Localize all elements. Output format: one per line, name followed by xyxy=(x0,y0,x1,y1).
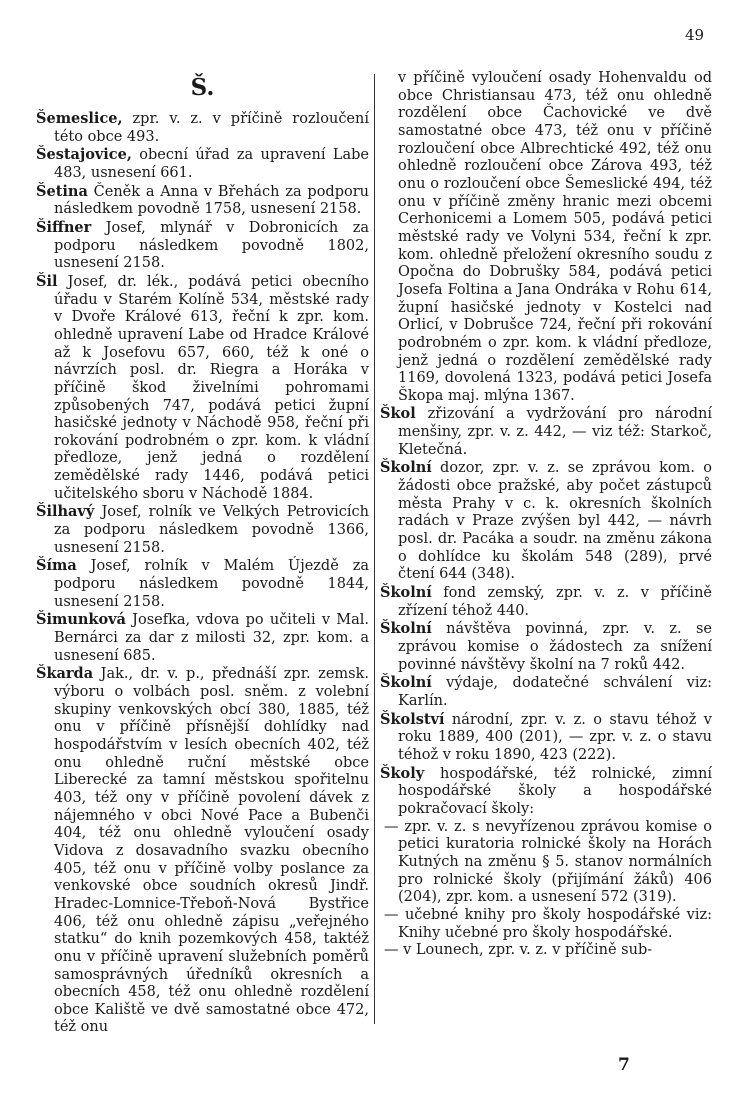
entry-text: hospodářské, též rolnické, zimní hospodářské školy a hospodářské pokračovací školy: xyxy=(398,765,712,817)
index-entry xyxy=(380,620,712,674)
entry-headword: Šestajovice, xyxy=(36,146,132,164)
entry-text: obecní úřad za upravení Labe 483, usnesení 661. xyxy=(54,147,369,181)
entry-text: Josef, mlynář v Dobronicích za podporu následkem povodně 1802, usnesení 2158. xyxy=(54,219,369,272)
section-letter: Š. xyxy=(190,74,215,101)
entry-text: fond zemský, zpr. v. z. v příčině zřízení téhož 440. xyxy=(398,585,712,619)
index-entry xyxy=(380,819,712,907)
index-entry xyxy=(380,405,712,459)
entry-text: — v Lounech, zpr. v. z. v příčině sub- xyxy=(384,942,653,959)
left-entries xyxy=(36,110,369,1037)
entry-headword: Šemeslice, xyxy=(36,110,123,127)
printer-signature: 7 xyxy=(618,1055,630,1075)
entry-text: zpr. v. z. v příčině rozloučení této obce 493. xyxy=(54,111,369,145)
entry-text: výdaje, dodatečné schválení viz: Karlín. xyxy=(398,675,712,709)
index-entry xyxy=(36,611,369,665)
entry-text: Čeněk a Anna v Břehách za podporu následkem povodně 1758, usnesení 2158. xyxy=(54,183,369,218)
index-entry xyxy=(380,459,712,584)
entry-text: národní, zpr. v. z. o stavu téhož v roku 1889, 400 (201), — zpr. v. z. o stavu téhož v roku 1890, 423 (222). xyxy=(398,711,712,763)
entry-headword: Šiffner xyxy=(36,218,92,236)
index-entry xyxy=(36,219,369,273)
index-entry xyxy=(380,674,712,710)
entry-headword: Šíma xyxy=(36,557,77,575)
index-entry xyxy=(36,146,369,182)
entry-text: — učebné knihy pro školy hospodářské viz: Knihy učebné pro školy hospodářské. xyxy=(384,906,712,941)
entry-headword: Šimunková xyxy=(36,611,126,629)
index-entry xyxy=(36,665,369,1037)
index-entry xyxy=(380,765,712,819)
index-entry xyxy=(380,584,712,620)
entry-text: Josefka, vdova po učiteli v Mal. Bernárci za dar z milosti 32, zpr. kom. a usnesení 685. xyxy=(54,612,369,664)
index-entry xyxy=(380,70,712,405)
index-entry xyxy=(36,557,369,611)
entry-headword: Škarda xyxy=(36,665,94,683)
column-divider xyxy=(374,74,375,1024)
entry-text: dozor, zpr. v. z. se zprávou kom. o žádosti obce pražské, aby počet zástupců města Prahy v c. k. okresních školních radách v Praze zvýšen byl 442, — návrh posl. dr. Pacáka a soudr. na změnu zákona o dohlídce ku školám 548 (289), prvé čtení 644 (348). xyxy=(398,460,712,583)
page-number: 49 xyxy=(685,26,705,44)
entry-headword: Šilhavý xyxy=(36,503,95,521)
index-entry xyxy=(36,110,369,146)
entry-text: Jak., dr. v. p., přednáší zpr. zemsk. výboru o volbách posl. sněm. z volební skupiny venkovských obcí 380, 1885, též onu v příčině přísnější dohlídky nad hospodářstvím v lesích obecních 402, též onu ohledně ruční městské obce Liberecké za tamní městskou spořitelnu 403, též ony v příčině povolení dávek z nájemného v obci Nové Pace a Bubenči 404, též onu ohledně vyloučení osady Vidova z dosavadního svazku obecního 405, též onu v příčině volby poslance za venkovské obce soudních okresů Jindř. Hradec-Lomnice-Třeboň-Nová Bystřice 406, též onu ohledně zápisu „veřejného statku“ do knih pozemkových 458, taktéž onu v příčině upravení služebních poměrů samosprávných úředníků okresních a obecních 458, též onu ohledně rozdělení obce Kaliště ve dvě samostatné obce 472, též onu xyxy=(54,666,369,1036)
entry-text: návštěva povinná, zpr. v. z. se zprávou komise o žádostech za snížení povinné návštěvy školní na 7 roků 442. xyxy=(398,621,712,673)
entry-headword: Školní xyxy=(380,584,432,602)
left-column xyxy=(36,70,369,1037)
entry-headword: Školní xyxy=(380,459,432,477)
index-entry xyxy=(380,907,712,942)
right-column xyxy=(380,70,712,960)
entry-headword: Školy xyxy=(380,764,425,782)
entry-text: Josef, rolník v Malém Újezdě za podporu následkem povodně 1844, usnesení 2158. xyxy=(54,558,369,610)
entry-text: v příčině vyloučení osady Hohenvaldu od obce Christiansau 473, též onu ohledně rozdělení obce Čachovické ve dvě samostatné obce 473, též onu v příčině rozloučení obce Albrechtické 492, též onu ohledně rozloučení obce Zárova 493, též onu o rozloučení obce Šemeslické 494, též onu v příčině změny hranic mezi obcemi Cerhonicemi a Lomem 505, podává petici městské rady ve Volyni 534, řeční k zpr. kom. ohledně přeložení okresního soudu z Opočna do Dobrušky 584, podává petici Josefa Foltina a Jana Ondráka v Rohu 614, župní hasičské jednoty v Kostelci nad Orlicí, v Dobrušce 724, řeční při rokování podrobném o zpr. kom. k vládní předloze, jenž jedná o rozdělení zemědělské rady 1169, dovolená 1323, podává petici Josefa Škopa maj. mlýna 1367. xyxy=(398,70,712,404)
entry-text: Josef, dr. lék., podává petici obecního úřadu v Starém Kolíně 534, městské rady v Dvoře Králové 613, řeční k zpr. kom. ohledně upravení Labe od Hradce Králové až k Josefovu 657, 660, též k oné o návrzích posl. dr. Riegra a Horáka v příčině škod živelními pohromami způsobených 747, podává petici župní hasičské jednoty v Náchodě 958, řeční při rokování podrobném o zpr. kom. k vládní předloze, jenž jedná o rozdělení zemědělské rady 1446, podává petici učitelského sboru v Náchodě 1884. xyxy=(54,273,369,502)
right-entries xyxy=(380,70,712,960)
entry-text: — zpr. v. z. s nevyřízenou zprávou komise o petici kuratoria rolnické školy na Horách Kutných na změnu § 5. stanov normálních pro rolnické školy (přijímání žáků) 406 (204), zpr. kom. a usnesení 572 (319). xyxy=(384,818,712,906)
index-entry xyxy=(36,503,369,557)
index-entry xyxy=(36,273,369,504)
entry-headword: Škol xyxy=(380,405,416,423)
entry-headword: Školní xyxy=(380,620,432,638)
index-entry xyxy=(380,942,712,960)
index-entry xyxy=(380,711,712,765)
entry-text: Josef, rolník ve Velkých Petrovicích za podporu následkem povodně 1366, usnesení 2158. xyxy=(54,504,369,556)
entry-headword: Šetina xyxy=(36,182,88,200)
index-entry xyxy=(36,183,369,219)
entry-headword: Školní xyxy=(380,674,432,692)
entry-headword: Školství xyxy=(380,710,445,728)
entry-headword: Šil xyxy=(36,272,58,290)
entry-text: zřizování a vydržování pro národní menšiny, zpr. v. z. 442, — viz též: Starkoč, Kletečná. xyxy=(398,406,712,458)
